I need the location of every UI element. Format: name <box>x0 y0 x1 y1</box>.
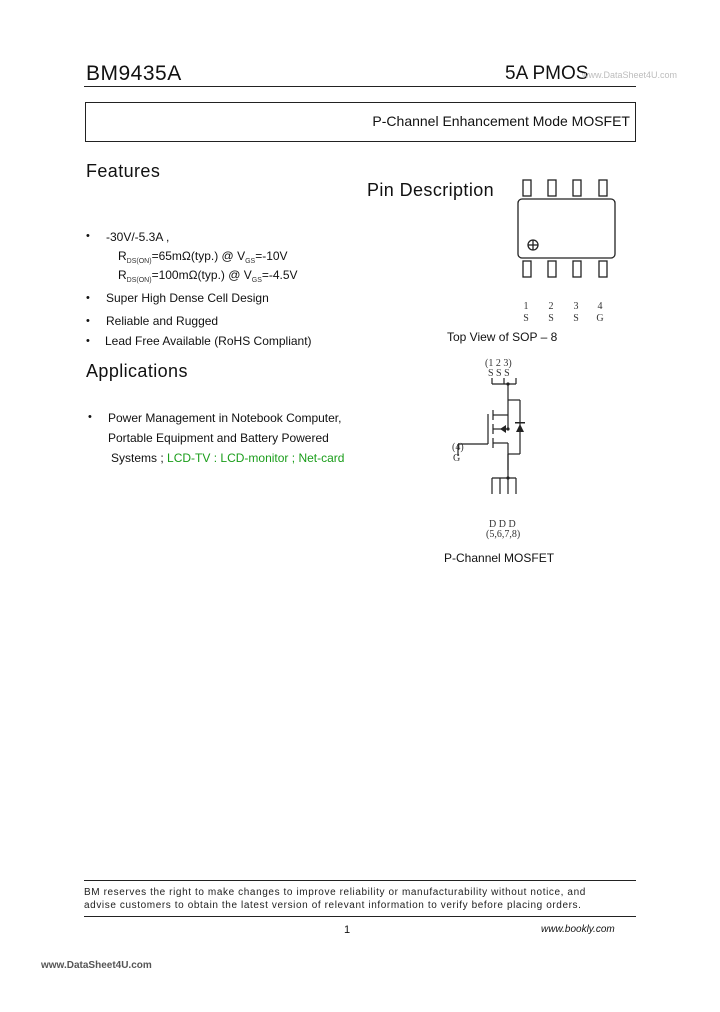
applications-heading: Applications <box>86 361 188 381</box>
feature-rating: -30V/-5.3A , <box>106 230 170 244</box>
package-lead <box>523 261 531 277</box>
pin-description-heading: Pin Description <box>367 180 495 200</box>
pin-name: G <box>596 313 604 324</box>
body-diode <box>516 424 524 432</box>
website-link[interactable]: www.bookly.com <box>541 924 615 935</box>
package-lead <box>599 261 607 277</box>
title-box <box>85 102 636 142</box>
source-pin-numbers: (1 2 3) <box>485 358 512 369</box>
gate-pin-number: (4) <box>452 442 464 453</box>
product-category: 5A PMOS <box>505 63 589 84</box>
app-lcd-monitor: LCD-monitor <box>220 451 289 465</box>
p-channel-mosfet-symbol <box>450 370 540 510</box>
watermark-bottom: www.DataSheet4U.com <box>41 960 152 971</box>
header-rule <box>84 86 636 87</box>
application-line-3: Systems ; LCD-TV : LCD-monitor ; Net-card <box>111 451 345 465</box>
package-lead <box>523 180 531 196</box>
feature-lead-free: Lead Free Available (RoHS Compliant) <box>105 334 312 348</box>
gate-pin-label: G <box>453 453 461 464</box>
mosfet-caption: P-Channel MOSFET <box>444 551 555 565</box>
drain-pin-labels: D D D <box>489 519 516 530</box>
package-caption: Top View of SOP – 8 <box>447 330 558 344</box>
bullet: • <box>86 315 90 327</box>
pin-number: 2 <box>548 301 554 312</box>
application-line-2: Portable Equipment and Battery Powered <box>108 431 329 445</box>
bullet: • <box>86 230 90 242</box>
pin-number: 4 <box>597 301 603 312</box>
package-lead <box>548 261 556 277</box>
package-lead <box>548 180 556 196</box>
package-lead <box>599 180 607 196</box>
footer-disclaimer-line-2: advise customers to obtain the latest version of relevant information to verify before placing orders. <box>84 900 582 911</box>
app-lcd-tv: LCD-TV <box>167 451 211 465</box>
features-heading: Features <box>86 161 161 181</box>
package-lead <box>573 180 581 196</box>
package-lead <box>573 261 581 277</box>
device-title: P-Channel Enhancement Mode MOSFET <box>372 113 630 129</box>
bullet: • <box>86 292 90 304</box>
pin-name: S <box>548 313 554 324</box>
footer-rule <box>84 880 636 881</box>
pin-number: 3 <box>573 301 579 312</box>
feature-rugged: Reliable and Rugged <box>106 314 219 328</box>
page-number: 1 <box>344 924 351 936</box>
bullet: • <box>86 335 90 347</box>
feature-cell-design: Super High Dense Cell Design <box>106 291 269 305</box>
application-line-1: Power Management in Notebook Computer, <box>108 411 342 425</box>
drain-pin-numbers: (5,6,7,8) <box>486 529 521 540</box>
feature-rds-10v: $R_{DS(ON)}=65m\Omega(typ.)$ @ $V_{GS}=-10V$ <box>118 249 288 265</box>
watermark-top: www.DataSheet4U.com <box>582 70 678 80</box>
pin-number: 1 <box>523 301 529 312</box>
bullet: • <box>88 411 92 423</box>
pin-name: S <box>523 313 529 324</box>
channel-arrow <box>500 425 506 433</box>
feature-rds-4v5: $R_{DS(ON)}=100m\Omega(typ.)$ @ $V_{GS}=-4.5V$ <box>118 268 298 284</box>
part-number: BM9435A <box>86 62 182 85</box>
sop8-package-drawing <box>512 178 622 282</box>
footer-disclaimer-line-1: BM reserves the right to make changes to improve reliability or manufacturability without notice, and <box>84 887 586 898</box>
footer-rule-2 <box>84 916 636 917</box>
pin-name: S <box>573 313 579 324</box>
app-net-card: Net-card <box>298 451 345 465</box>
source-pin-labels: S S S <box>488 368 510 379</box>
